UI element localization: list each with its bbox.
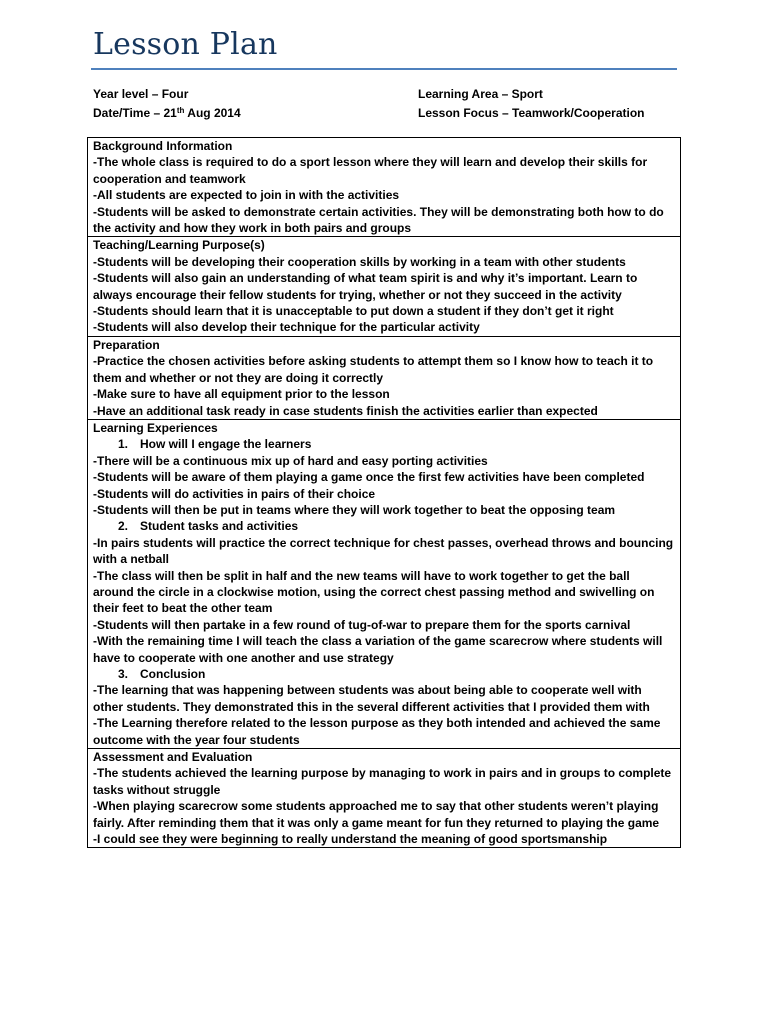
text-line: -Make sure to have all equipment prior to the lesson	[93, 387, 390, 402]
text-line: -Students will also develop their technique for the particular activity	[93, 320, 480, 335]
text-line: -Students will then be put in teams where they will work together to beat the opposing team	[93, 502, 616, 517]
text-line: -With the remaining time I will teach the class a variation of the game scarecrow where students will	[93, 634, 663, 649]
text-line: tasks without struggle	[93, 782, 221, 797]
section-preparation	[88, 337, 680, 420]
section-heading: Assessment and Evaluation	[93, 750, 253, 765]
text-line: around the circle in a clockwise motion, using the correct chest passing method and swivelling on	[93, 584, 655, 599]
text-line: cooperation and teamwork	[93, 171, 246, 186]
meta-right	[418, 85, 645, 123]
learning-area: Learning Area – Sport	[418, 87, 543, 101]
title-underline	[91, 68, 677, 70]
section-learning-experiences	[88, 420, 680, 749]
text-line: -Students will be aware of them playing a game once the first few activities have been completed	[93, 470, 645, 485]
text-line: other students. They demonstrated this in the several different activities that I provided them with	[93, 699, 650, 714]
text-line: always encourage their fellow students for trying, whether or not they succeed in the activity	[93, 287, 622, 302]
text-line: -The students achieved the learning purpose by managing to work in pairs and in groups to complete	[93, 766, 672, 781]
subheading-tasks: 2. Student tasks and activities	[118, 519, 299, 534]
text-line: -When playing scarecrow some students approached me to say that other students weren’t playing	[93, 799, 659, 814]
section-assessment	[88, 749, 680, 847]
text-line: have to cooperate with one another and use strategy	[93, 650, 394, 665]
text-line: -There will be a continuous mix up of hard and easy porting activities	[93, 453, 488, 468]
text-line: -The Learning therefore related to the lesson purpose as they both intended and achieved the same	[93, 716, 661, 731]
text-line: -All students are expected to join in with the activities	[93, 188, 400, 203]
section-heading: Teaching/Learning Purpose(s)	[93, 238, 265, 253]
text-line: fairly. After reminding them that it was only a game meant for fun they returned to playing the game	[93, 815, 660, 830]
text-line: -The class will then be split in half and the new teams will have to work together to get the ball	[93, 568, 630, 583]
text-line: -Students will be asked to demonstrate certain activities. They will be demonstrating both how to do	[93, 204, 664, 219]
text-line: their feet to beat the other team	[93, 601, 273, 616]
text-line: -Students will also gain an understanding of what team spirit is and why it’s important. Learn to	[93, 271, 638, 286]
section-background	[88, 138, 680, 237]
text-line: -Have an additional task ready in case students finish the activities earlier than expected	[93, 403, 598, 418]
year-level: Year level – Four	[93, 87, 189, 101]
text-line: -The whole class is required to do a sport lesson where they will learn and develop their skills for	[93, 155, 648, 170]
text-line: the activity and how they work in both pairs and groups	[93, 221, 412, 236]
section-heading: Background Information	[93, 139, 233, 153]
lesson-table	[87, 137, 681, 848]
page-title: Lesson Plan	[93, 27, 278, 62]
meta-left	[93, 85, 241, 123]
section-heading: Learning Experiences	[93, 420, 218, 435]
text-line: them and whether or not they are doing it correctly	[93, 370, 384, 385]
text-line: outcome with the year four students	[93, 732, 300, 747]
date-time: Date/Time – 21th Aug 2014	[93, 106, 241, 120]
text-line: -Students will be developing their cooperation skills by working in a team with other students	[93, 254, 626, 269]
text-line: -The learning that was happening between students was about being able to cooperate well with	[93, 683, 642, 698]
text-line: -Practice the chosen activities before asking students to attempt them so I know how to teach it to	[93, 354, 654, 369]
text-line: -Students will then partake in a few round of tug-of-war to prepare them for the sports carnival	[93, 617, 631, 632]
text-line: -Students should learn that it is unacceptable to put down a student if they don’t get it right	[93, 304, 614, 319]
subheading-conclusion: 3. Conclusion	[118, 667, 206, 681]
lesson-focus: Lesson Focus – Teamwork/Cooperation	[418, 106, 645, 120]
section-purpose	[88, 237, 680, 336]
subheading-engage: 1. How will I engage the learners	[118, 437, 312, 452]
text-line: -In pairs students will practice the correct technique for chest passes, overhead throws and bouncing	[93, 535, 674, 550]
text-line: -Students will do activities in pairs of their choice	[93, 486, 376, 501]
text-line: with a netball	[93, 552, 170, 567]
text-line: -I could see they were beginning to really understand the meaning of good sportsmanship	[93, 832, 608, 847]
section-heading: Preparation	[93, 337, 160, 352]
